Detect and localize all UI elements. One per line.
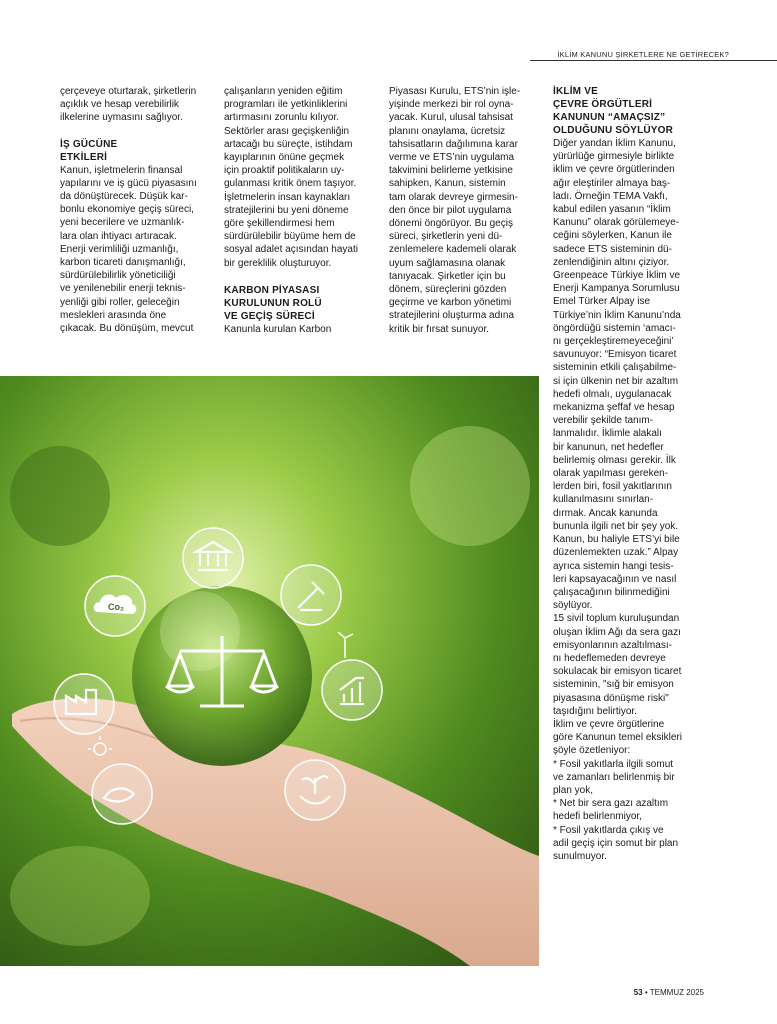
text-line: düzenlemekten uzak.” Alpay (553, 547, 679, 559)
text-line: Piyasası Kurulu, ETS’nin işle- (389, 86, 521, 97)
text-line: Sektörler arası geçişkenliğin (224, 125, 350, 137)
text-line: nı gerçekleştiremeyeceğini’ (553, 336, 674, 348)
text-line: * Fosil yakıtlarda çıkış ve (553, 824, 664, 836)
text-line: açıklık ve hesap verebilirlik (60, 99, 179, 111)
factory-icon (54, 674, 114, 734)
text-line: sürdürülebilirlik yöneticiliği (60, 270, 176, 282)
text-line: leri kapsayacağının ve nasıl (553, 573, 677, 585)
text-line: göre şekillendirmesi hem (224, 218, 335, 230)
text-line: Türkiye’nin İklim Kanunu’nda (553, 309, 681, 321)
text-line: Emel Türker Alpay ise (553, 296, 651, 308)
text-line: kullanılmasını sınırlan- (553, 494, 654, 506)
running-header-title: İKLİM KANUNU ŞİRKETLERE NE GETİRECEK? (557, 50, 729, 59)
text-line: çalışacağının bilinmediğini (553, 586, 670, 598)
text-line: sisteminin etkili çalışabilme- (553, 362, 677, 374)
text-line: programları ile yetkinliklerini (224, 99, 348, 111)
text-line: tanıyacak. Şirketler için bu (389, 270, 506, 282)
text-line: yürürlüğe girmesiyle birlikte (553, 151, 675, 163)
header-rule (530, 60, 777, 61)
co2-label: Co₂ (108, 602, 124, 612)
text-line: oluşan İklim Ağı da sera gazı (553, 626, 681, 638)
text-line: sadece ETS sisteminin dü- (553, 243, 672, 255)
text-line: bir kanunun, net hedefler (553, 441, 664, 453)
text-line: İşletmelerin insan kaynakları (224, 191, 351, 203)
text-line: Kanunla kurulan Karbon (224, 323, 332, 335)
text-line: sosyal adalet açısından hayati (224, 244, 358, 256)
text-line: Enerji verimliliği uzmanlığı, (60, 243, 179, 255)
subheading-line: OLDUĞUNU SÖYLÜYOR (553, 125, 674, 136)
text-line: dönem, süreçlerini gözden (389, 284, 507, 296)
text-line: dırmak. Ancak kanunda (553, 507, 658, 519)
text-line: ayrıca sistemin hangi tesis- (553, 560, 674, 572)
text-line: ve zamanları belirlenmiş bir (553, 771, 675, 783)
col1-text-b (60, 164, 212, 336)
text-line: bir gereklilik oluşturuyor. (224, 257, 332, 269)
text-line: savunuyor: “Emisyon ticaret (553, 349, 677, 361)
text-line: tam olarak devreye girmesin- (389, 191, 518, 203)
page-number: 53 (633, 988, 643, 997)
text-line: olarak yapılması gereken- (553, 468, 669, 480)
subheading-line: İKLİM VE (553, 86, 598, 97)
text-line: * Fosil yakıtlarla ilgili somut (553, 758, 674, 770)
text-line: bununla ilgili net bir şey yok. (553, 520, 679, 532)
col2-text-a (224, 85, 376, 270)
text-line: mekanizma şeffaf ve hesap (553, 402, 675, 414)
text-line: meslekleri arasında öne (60, 309, 167, 321)
text-line: stratejilerini oluşturma adına (389, 310, 515, 322)
text-line: piyasasına dönüşme riski" (553, 692, 669, 704)
text-line: Diğer yandan İklim Kanunu, (553, 138, 676, 149)
text-line: sokulacak bir emisyon ticaret (553, 666, 682, 678)
text-line: Greenpeace Türkiye İklim ve (553, 270, 681, 282)
photo-hand-globe (0, 376, 539, 966)
text-line: emisyonlarının azaltılması- (553, 639, 672, 651)
text-line: yeni becerilere ve uzmanlık- (60, 217, 185, 229)
text-line: planını onaylama, ücretsiz (389, 125, 506, 137)
col2-subheading (224, 284, 376, 323)
footer-separator: • (644, 988, 648, 997)
text-line: İklim ve çevre örgütlerine (553, 718, 665, 730)
text-line: göre Kanunun temel eksikleri (553, 732, 682, 744)
text-line: yenliği gibi roller, geleceğin (60, 296, 180, 308)
text-line: adil geçiş için somut bir plan (553, 837, 679, 849)
text-line: verebilir şekilde tanım- (553, 415, 654, 427)
text-line: tahsisatların dağılımına karar (389, 138, 518, 150)
text-line: öngördüğü sistemin ‘amacı- (553, 322, 676, 334)
text-line: sunulmuyor. (553, 850, 607, 862)
col4-text (553, 137, 713, 863)
bokeh (10, 446, 110, 546)
text-line: taşıdığını belirtiyor. (553, 705, 637, 717)
text-line: Kanunu” olarak görülemeye- (553, 217, 680, 229)
text-line: lerden biri, fosil yakıtlarının (553, 481, 672, 493)
text-line: yacak. Kurul, ulusal tahsisat (389, 112, 513, 124)
subheading-line: ÇEVRE ÖRGÜTLERİ (553, 99, 653, 110)
text-line: takvimini belirleme yetkisine (389, 165, 513, 177)
col1-text-a (60, 85, 212, 125)
text-line: yişinde merkezi bir rol oyna- (389, 99, 514, 111)
text-line: çıkacak. Bu dönüşüm, mevcut (60, 323, 194, 335)
text-line: ilkelerine uymasını sağlıyor. (60, 112, 183, 124)
text-line: hedefi belirlenmiyor, (553, 811, 642, 823)
text-line: çerçeveye oturtarak, şirketlerin (60, 86, 197, 97)
text-line: ladı. Örneğin TEMA Vakfı, (553, 190, 668, 202)
text-line: zenlemelere kademeli olarak (389, 244, 517, 256)
text-line: * Net bir sera gazı azaltım (553, 798, 669, 810)
text-line: dönemi öngörüyor. Bu geçiş (389, 218, 513, 230)
text-line: verme ve ETS’nin uygulama (389, 152, 515, 164)
text-line: sisteminin, "sığ bir emisyon (553, 679, 674, 691)
text-line: lara olan ihtiyacı artıracak. (60, 230, 177, 242)
bokeh (10, 846, 150, 946)
text-line: belirlemiş olması gerekir. İlk (553, 454, 676, 466)
column-1 (60, 85, 212, 335)
text-line: karbon ticareti danışmanlığı, (60, 257, 186, 269)
text-line: yapılarını ve iş gücü piyasasını (60, 177, 197, 189)
page-footer (634, 988, 704, 997)
text-line: artacağı bu süreçte, istihdam (224, 138, 353, 150)
bank-icon (183, 528, 243, 588)
text-line: den önce bir pilot uygulama (389, 204, 512, 216)
text-line: lanmalıdır. İklimle alakalı (553, 428, 662, 440)
text-line: iklim ve çevre örgütlerinden (553, 164, 675, 176)
text-line: ve yenilenebilir enerji teknis- (60, 283, 186, 295)
subheading-line: İŞ GÜCÜNE (60, 138, 118, 150)
col1-subheading (60, 138, 212, 164)
text-line: zenlendiğinin altını çiziyor. (553, 256, 670, 268)
col4-subheading (553, 85, 713, 137)
text-line: hedefi olmalı, uygulanacak (553, 388, 672, 400)
text-line: uyum sağlamasına olanak (389, 257, 506, 269)
column-4 (553, 85, 713, 863)
text-line: Enerji Kampanya Sorumlusu (553, 283, 680, 295)
text-line: stratejilerini bu yeni döneme (224, 204, 349, 216)
subheading-line: KANUNUN “AMAÇSIZ” (553, 112, 666, 123)
subheading-line: ETKİLERİ (60, 151, 108, 163)
text-line: si için ülkenin net bir azaltım (553, 375, 679, 387)
text-line: şöyle özetleniyor: (553, 745, 631, 757)
text-line: ağır eleştiriler almaya baş- (553, 177, 671, 189)
text-line: sürdürülebilir büyüme hem de (224, 231, 356, 243)
text-line: plan yok, (553, 784, 594, 796)
bokeh (410, 426, 530, 546)
page-header (0, 0, 777, 62)
text-line: 15 sivil toplum kuruluşundan (553, 613, 680, 625)
text-line: süreci, şirketlerin yeni dü- (389, 231, 503, 243)
subheading-line: VE GEÇİŞ SÜRECİ (224, 310, 315, 322)
issue-date: TEMMUZ 2025 (649, 988, 704, 997)
text-line: ceğini söylerken, Kanun ile (553, 230, 672, 242)
handshake-icon (92, 764, 152, 824)
text-line: geçirme ve karbon yönetimi (389, 297, 512, 309)
globe-highlight (160, 591, 240, 671)
column-2 (224, 85, 376, 336)
text-line: için proaktif politikaların uy- (224, 165, 345, 177)
col2-text-b (224, 323, 376, 336)
text-line: kritik bir fırsat sunuyor. (389, 323, 490, 335)
text-line: gulanması kritik önem taşıyor. (224, 178, 357, 190)
text-line: kayıplarının önüne geçmek (224, 152, 345, 164)
text-line: da dönüştürecek. Düşük kar- (60, 191, 188, 203)
text-line: çalışanların yeniden eğitim (224, 86, 343, 97)
subheading-line: KARBON PİYASASI (224, 284, 320, 296)
text-line: kabul edilen yasanın “İklim (553, 204, 671, 216)
text-line: Kanun, işletmelerin finansal (60, 164, 183, 176)
text-line: artırmasını zorunlu kılıyor. (224, 112, 340, 124)
text-line: bonlu ekonomiye geçiş süreci, (60, 204, 194, 216)
text-line: sahipken, Kanun, sistemin (389, 178, 506, 190)
text-line: söylüyor. (553, 600, 593, 612)
column-3 (389, 85, 541, 336)
text-line: Kanun, bu haliyle ETS’yi bile (553, 534, 680, 546)
text-line: nı hedeflemeden devreye (553, 652, 666, 664)
subheading-line: KURULUNUN ROLÜ (224, 297, 322, 309)
